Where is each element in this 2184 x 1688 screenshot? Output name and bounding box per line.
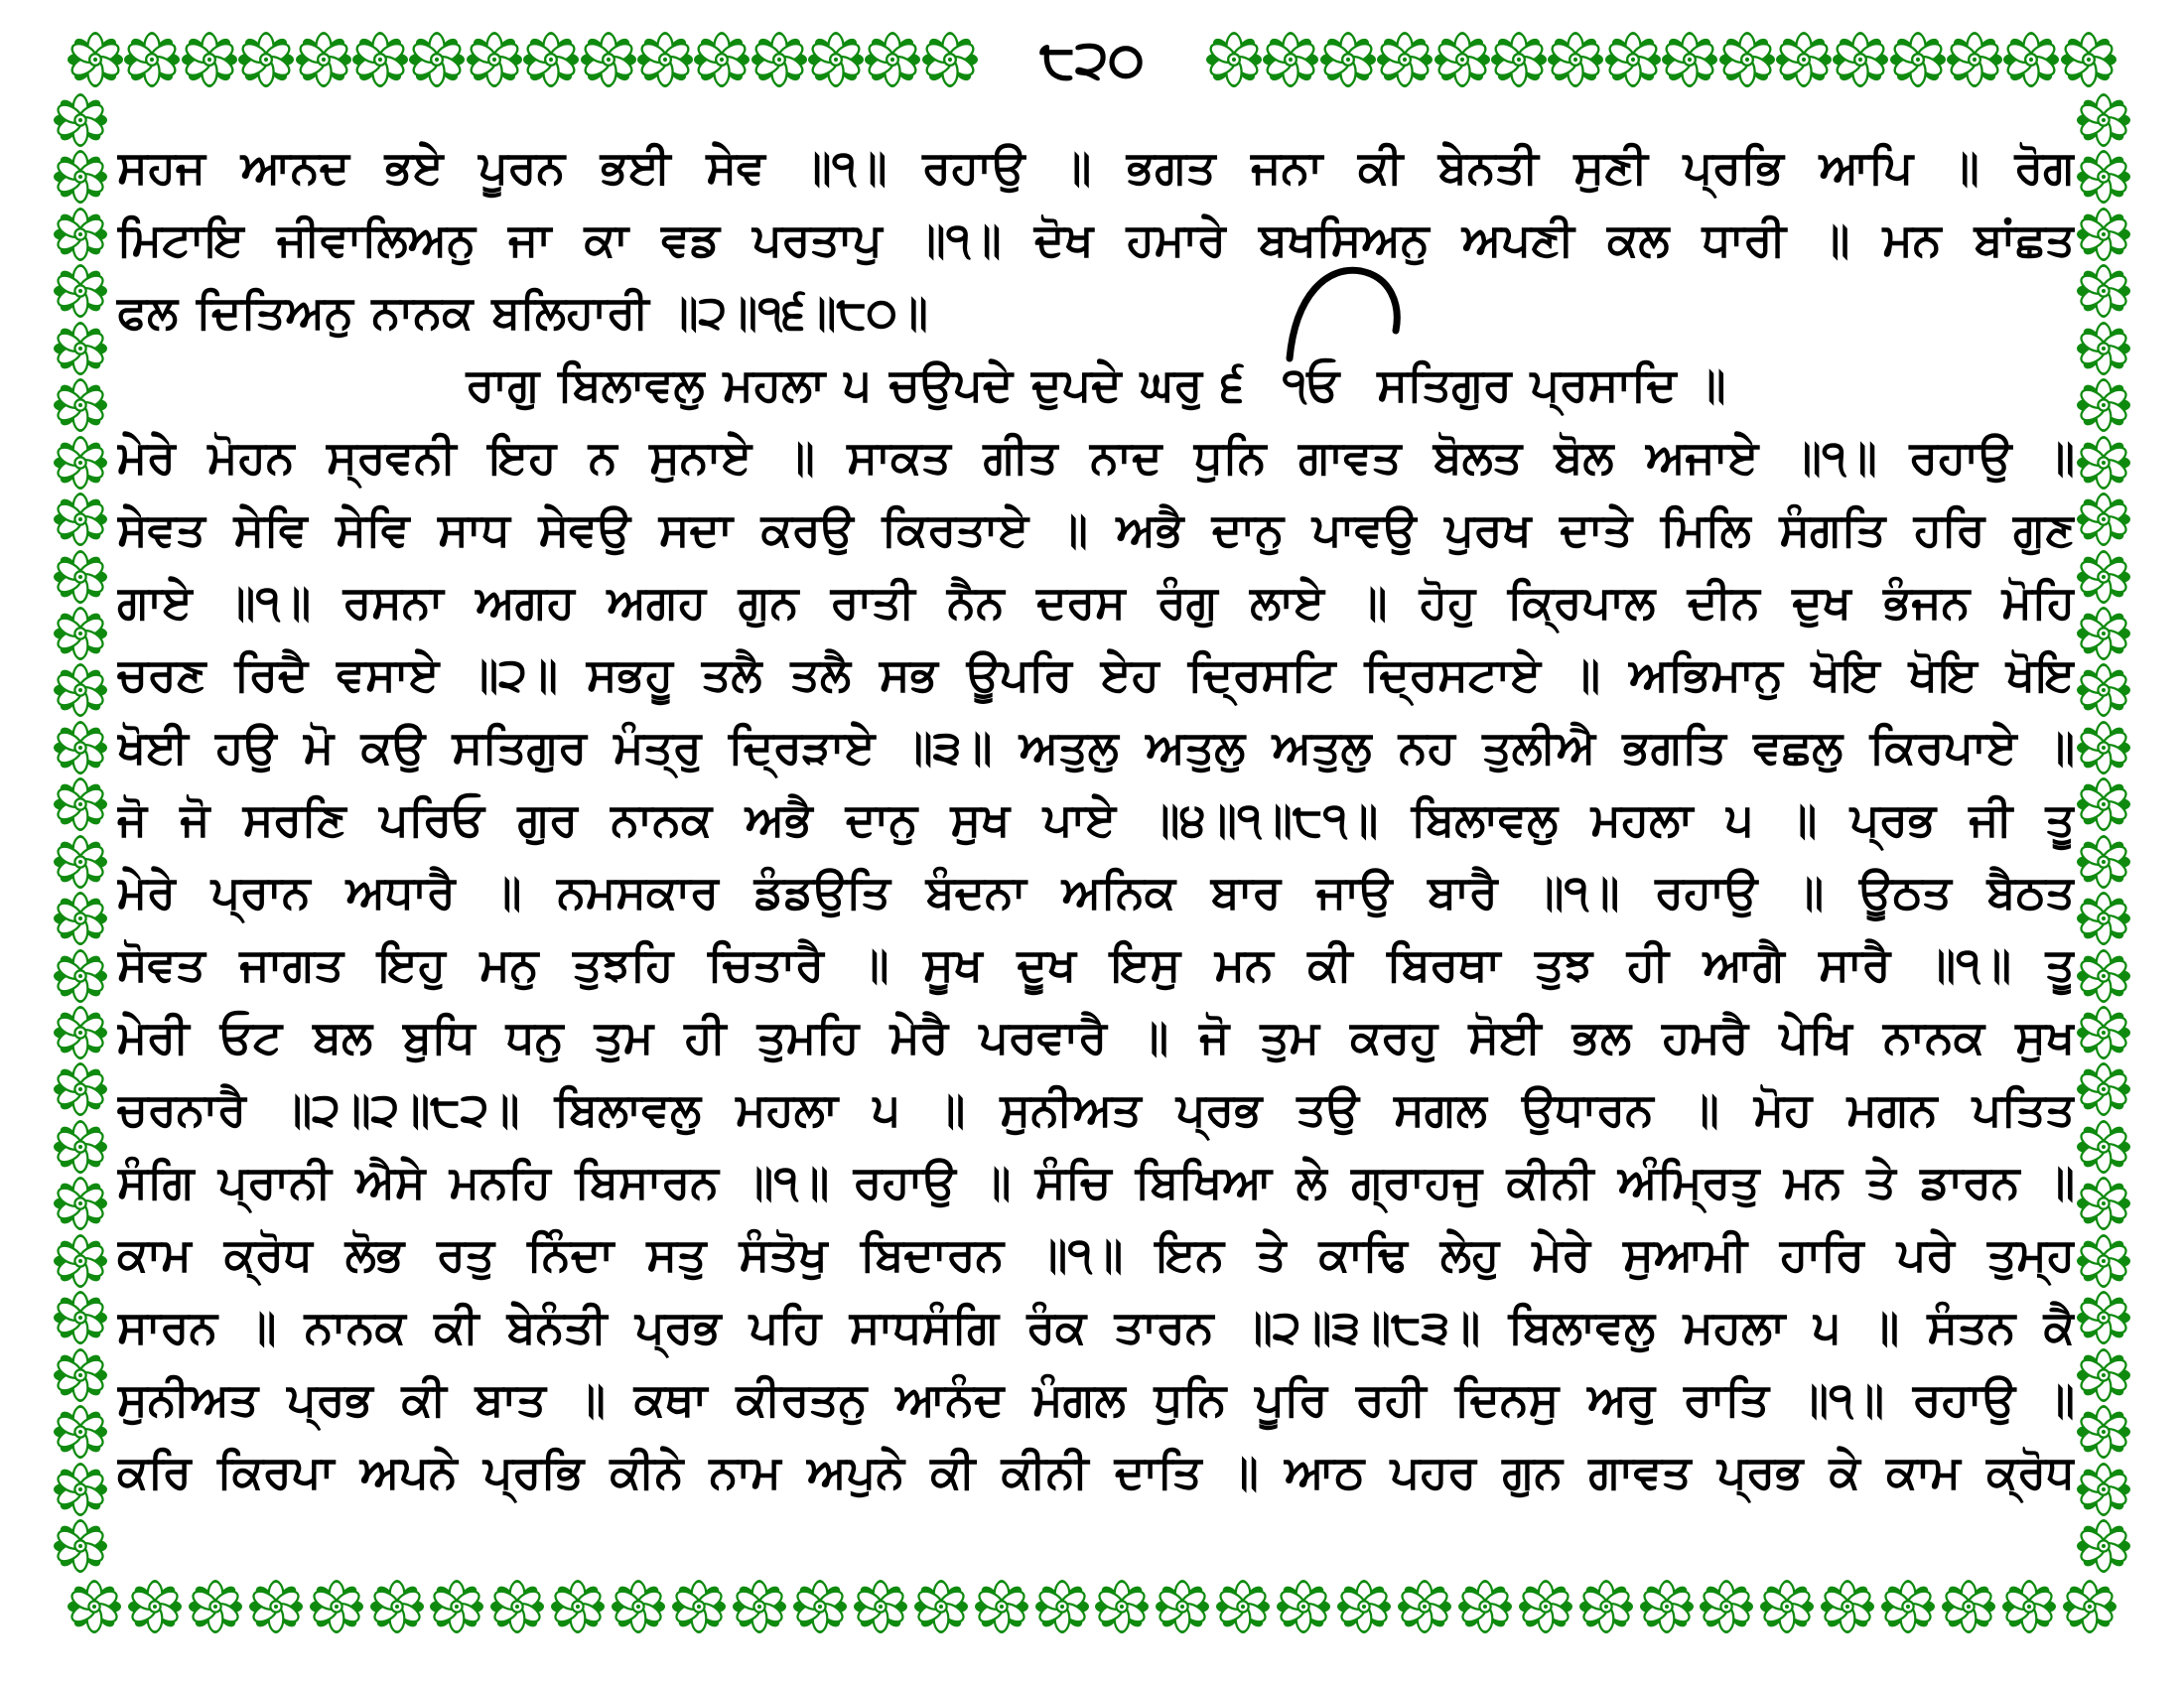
scripture-line: ਮੇਰੇ ਮੋਹਨ ਸ੍ਰਵਨੀ ਇਹ ਨ ਸੁਨਾਏ ॥ ਸਾਕਤ ਗੀਤ ਨਾਦ ਧੁਨਿ ਗਾਵਤ ਬੋਲਤ ਬੋਲ ਅਜਾਏ ॥੧॥ ਰਹਾਉ ॥	[117, 431, 2075, 483]
flower-ornament-icon	[2077, 550, 2130, 604]
flower-ornament-icon	[54, 93, 107, 147]
scripture-line: ਫਲ ਦਿਤਿਅਨੁ ਨਾਨਕ ਬਲਿਹਾਰੀ ॥੨॥੧੬॥੮੦॥	[117, 286, 928, 338]
flower-ornament-icon	[612, 1580, 665, 1633]
top-border-right-flowers	[1206, 30, 2116, 89]
flower-ornament-icon	[54, 1006, 107, 1059]
flower-ornament-icon	[54, 1234, 107, 1288]
flower-ornament-icon	[1833, 32, 1888, 87]
flower-ornament-icon	[1035, 1580, 1089, 1633]
flower-ornament-icon	[1216, 1580, 1270, 1633]
flower-ornament-icon	[2077, 1348, 2130, 1402]
flower-ornament-icon	[2077, 322, 2130, 375]
flower-ornament-icon	[370, 1580, 424, 1633]
scripture-line: ਗਾਏ ॥੧॥ ਰਸਨਾ ਅਗਹ ਅਗਹ ਗੁਨ ਰਾਤੀ ਨੈਨ ਦਰਸ ਰੰਗੁ ਲਾਏ ॥ ਹੋਹੁ ਕ੍ਰਿਪਾਲ ਦੀਨ ਦੁਖ ਭੰਜਨ ਮੋਹਿ	[117, 576, 2075, 628]
flower-ornament-icon	[793, 1580, 847, 1633]
scripture-line: ਸਹਜ ਆਨਦ ਭਏ ਪੂਰਨ ਭਈ ਸੇਵ ॥੧॥ ਰਹਾਉ ॥ ਭਗਤ ਜਨਾ ਕੀ ਬੇਨਤੀ ਸੁਣੀ ਪ੍ਰਭਿ ਆਪਿ ॥ ਰੋਗ	[117, 141, 2075, 193]
flower-ornament-icon	[54, 492, 107, 546]
flower-ornament-icon	[2077, 1120, 2130, 1174]
flower-ornament-icon	[54, 1120, 107, 1174]
flower-ornament-icon	[54, 1519, 107, 1573]
flower-ornament-icon	[1337, 1580, 1391, 1633]
flower-ornament-icon	[54, 949, 107, 1003]
flower-ornament-icon	[54, 264, 107, 318]
flower-ornament-icon	[1942, 1580, 1995, 1633]
flower-ornament-icon	[2077, 835, 2130, 889]
scripture-line: ਸੁਨੀਅਤ ਪ੍ਰਭ ਕੀ ਬਾਤ ॥ ਕਥਾ ਕੀਰਤਨੁ ਆਨੰਦ ਮੰਗਲ ਧੁਨਿ ਪੂਰਿ ਰਹੀ ਦਿਨਸੁ ਅਰੁ ਰਾਤਿ ॥੧॥ ਰਹਾਉ ॥	[117, 1373, 2075, 1425]
flower-ornament-icon	[124, 32, 180, 87]
scripture-line: ਸੇਵਤ ਸੇਵਿ ਸੇਵਿ ਸਾਧ ਸੇਵਉ ਸਦਾ ਕਰਉ ਕਿਰਤਾਏ ॥ ਅਭੈ ਦਾਨੁ ਪਾਵਉ ਪੁਰਖ ਦਾਤੇ ਮਿਲਿ ਸੰਗਤਿ ਹਰਿ ਗੁਣ	[117, 503, 2075, 555]
flower-ornament-icon	[1579, 1580, 1633, 1633]
flower-ornament-icon	[238, 32, 294, 87]
flower-ornament-icon	[1263, 32, 1318, 87]
flower-ornament-icon	[54, 1291, 107, 1344]
flower-ornament-icon	[1719, 32, 1775, 87]
flower-ornament-icon	[54, 322, 107, 375]
flower-ornament-icon	[1398, 1580, 1451, 1633]
right-border	[2075, 93, 2132, 1573]
flower-ornament-icon	[54, 777, 107, 831]
flower-ornament-icon	[1700, 1580, 1753, 1633]
flower-ornament-icon	[694, 32, 750, 87]
flower-ornament-icon	[1640, 1580, 1694, 1633]
flower-ornament-icon	[54, 150, 107, 204]
flower-ornament-icon	[490, 1580, 544, 1633]
flower-ornament-icon	[922, 32, 978, 87]
flower-ornament-icon	[2077, 1405, 2130, 1459]
scripture-line: ਜੋ ਜੋ ਸਰਣਿ ਪਰਿਓ ਗੁਰ ਨਾਨਕ ਅਭੈ ਦਾਨੁ ਸੁਖ ਪਾਏ ॥੪॥੧॥੮੧॥ ਬਿਲਾਵਲੁ ਮਹਲਾ ੫ ॥ ਪ੍ਰਭ ਜੀ ਤੂ	[117, 793, 2075, 845]
flower-ornament-icon	[54, 1177, 107, 1230]
flower-ornament-icon	[1821, 1580, 1874, 1633]
flower-ornament-icon	[523, 32, 579, 87]
flower-ornament-icon	[1760, 1580, 1814, 1633]
flower-ornament-icon	[128, 1580, 182, 1633]
flower-ornament-icon	[310, 1580, 363, 1633]
scripture-line: ਮੇਰੀ ਓਟ ਬਲ ਬੁਧਿ ਧਨੁ ਤੁਮ ਹੀ ਤੁਮਹਿ ਮੇਰੈ ਪਰਵਾਰੈ ॥ ਜੋ ਤੁਮ ਕਰਹੁ ਸੋਈ ਭਲ ਹਮਰੈ ਪੇਖਿ ਨਾਨਕ ਸੁਖ	[117, 1011, 2075, 1062]
verse-lines-bottom	[117, 421, 2075, 1508]
flower-ornament-icon	[1156, 1580, 1209, 1633]
flower-ornament-icon	[1277, 1580, 1330, 1633]
flower-ornament-icon	[1519, 1580, 1572, 1633]
flower-ornament-icon	[68, 1580, 121, 1633]
flower-ornament-icon	[2077, 949, 2130, 1003]
verse-lines-top	[117, 131, 2075, 349]
scripture-line: ਖੋਈ ਹਉ ਮੋ ਕਉ ਸਤਿਗੁਰ ਮੰਤ੍ਰੁ ਦ੍ਰਿੜਾਏ ॥੩॥ ਅਤੁਲੁ ਅਤੁਲੁ ਅਤੁਲੁ ਨਹ ਤੁਲੀਐ ਭਗਤਿ ਵਛਲੁ ਕਿਰਪਾਏ ॥	[117, 721, 2075, 773]
flower-ornament-icon	[2077, 1062, 2130, 1116]
scripture-line: ਚਰਨਾਰੈ ॥੨॥੨॥੮੨॥ ਬਿਲਾਵਲੁ ਮਹਲਾ ੫ ॥ ਸੁਨੀਅਤ ਪ੍ਰਭ ਤਉ ਸਗਲ ਉਧਾਰਨ ॥ ਮੋਹ ਮਗਨ ਪਤਿਤ	[117, 1083, 2075, 1135]
flower-ornament-icon	[1491, 32, 1547, 87]
flower-ornament-icon	[637, 32, 693, 87]
ik-onkar-symbol	[1282, 349, 1339, 421]
flower-ornament-icon	[2077, 492, 2130, 546]
flower-ornament-icon	[54, 1348, 107, 1402]
flower-ornament-icon	[54, 378, 107, 432]
flower-ornament-icon	[54, 835, 107, 889]
flower-ornament-icon	[409, 32, 465, 87]
flower-ornament-icon	[1776, 32, 1832, 87]
flower-ornament-icon	[2077, 436, 2130, 490]
flower-ornament-icon	[2077, 1519, 2130, 1573]
flower-ornament-icon	[1662, 32, 1717, 87]
flower-ornament-icon	[2077, 1291, 2130, 1344]
top-border-left-flowers	[68, 30, 978, 89]
flower-ornament-icon	[1890, 32, 1946, 87]
flower-ornament-icon	[808, 32, 864, 87]
flower-ornament-icon	[2077, 607, 2130, 660]
flower-ornament-icon	[2077, 378, 2130, 432]
flower-ornament-icon	[54, 663, 107, 717]
top-border	[68, 28, 2116, 91]
flower-ornament-icon	[1605, 32, 1661, 87]
scripture-line: ਚਰਣ ਰਿਦੈ ਵਸਾਏ ॥੨॥ ਸਭਹੂ ਤਲੈ ਤਲੈ ਸਭ ਊਪਰਿ ਏਹ ਦ੍ਰਿਸਟਿ ਦ੍ਰਿਸਟਾਏ ॥ ਅਭਿਮਾਨੁ ਖੋਇ ਖੋਇ ਖੋਇ	[117, 648, 2075, 700]
raag-title: ਰਾਗੁ ਬਿਲਾਵਲੁ ਮਹਲਾ ੫ ਚਉਪਦੇ ਦੁਪਦੇ ਘਰੁ ੬	[466, 358, 1245, 410]
flower-ornament-icon	[975, 1580, 1028, 1633]
flower-ornament-icon	[1206, 32, 1262, 87]
scripture-line: ਸਾਰਨ ॥ ਨਾਨਕ ਕੀ ਬੇਨੰਤੀ ਪ੍ਰਭ ਪਹਿ ਸਾਧਸੰਗਿ ਰੰਕ ਤਾਰਨ ॥੨॥੩॥੮੩॥ ਬਿਲਾਵਲੁ ਮਹਲਾ ੫ ॥ ਸੰਤਨ ਕੈ	[117, 1301, 2075, 1352]
flower-ornament-icon	[2077, 93, 2130, 147]
flower-ornament-icon	[296, 32, 351, 87]
flower-ornament-icon	[430, 1580, 483, 1633]
flower-ornament-icon	[1548, 32, 1603, 87]
flower-ornament-icon	[672, 1580, 726, 1633]
flower-ornament-icon	[914, 1580, 968, 1633]
flower-ornament-icon	[1434, 32, 1490, 87]
scripture-line: ਮਿਟਾਇ ਜੀਵਾਲਿਅਨੁ ਜਾ ਕਾ ਵਡ ਪਰਤਾਪੁ ॥੧॥ ਦੋਖ ਹਮਾਰੇ ਬਖਸਿਅਨੁ ਅਪਣੀ ਕਲ ਧਾਰੀ ॥ ਮਨ ਬਾਂਛਤ	[117, 213, 2075, 265]
flower-ornament-icon	[2061, 32, 2116, 87]
flower-ornament-icon	[2077, 264, 2130, 318]
flower-ornament-icon	[2002, 1580, 2056, 1633]
scripture-text	[117, 131, 2075, 1508]
scripture-line: ਸੰਗਿ ਪ੍ਰਾਨੀ ਐਸੇ ਮਨਹਿ ਬਿਸਾਰਨ ॥੧॥ ਰਹਾਉ ॥ ਸੰਚਿ ਬਿਖਿਆ ਲੇ ਗ੍ਰਾਹਜੁ ਕੀਨੀ ਅੰਮ੍ਰਿਤੁ ਮਨ ਤੇ ਡਾਰਨ ॥	[117, 1156, 2075, 1207]
flower-ornament-icon	[1377, 32, 1433, 87]
flower-ornament-icon	[2077, 1177, 2130, 1230]
flower-ornament-icon	[2077, 1463, 2130, 1516]
bottom-border	[68, 1577, 2116, 1636]
flower-ornament-icon	[1881, 1580, 1935, 1633]
scripture-line: ਕਾਮ ਕ੍ਰੋਧ ਲੋਭ ਰਤੁ ਨਿੰਦਾ ਸਤੁ ਸੰਤੋਖੁ ਬਿਦਾਰਨ ॥੧॥ ਇਨ ਤੇ ਕਾਢਿ ਲੇਹੁ ਮੇਰੇ ਸੁਆਮੀ ਹਾਰਿ ਪਰੇ ਤੁਮ੍ਹ	[117, 1228, 2075, 1280]
page-number: ੮੨੦	[1039, 30, 1145, 89]
flower-ornament-icon	[1320, 32, 1376, 87]
flower-ornament-icon	[54, 436, 107, 490]
flower-ornament-icon	[54, 721, 107, 774]
flower-ornament-icon	[2077, 1006, 2130, 1059]
flower-ornament-icon	[68, 32, 123, 87]
flower-ornament-icon	[854, 1580, 907, 1633]
flower-ornament-icon	[1458, 1580, 1512, 1633]
ik-onkar-glyph: ੧ਓ	[1282, 358, 1340, 410]
scripture-line: ਕਰਿ ਕਿਰਪਾ ਅਪਨੇ ਪ੍ਰਭਿ ਕੀਨੇ ਨਾਮ ਅਪੁਨੇ ਕੀ ਕੀਨੀ ਦਾਤਿ ॥ ਆਠ ਪਹਰ ਗੁਨ ਗਾਵਤ ਪ੍ਰਭ ਕੇ ਕਾਮ ਕ੍ਰੋਧ	[117, 1446, 2075, 1497]
flower-ornament-icon	[2077, 150, 2130, 204]
flower-ornament-icon	[1947, 32, 2002, 87]
flower-ornament-icon	[352, 32, 408, 87]
flower-ornament-icon	[2077, 663, 2130, 717]
flower-ornament-icon	[2077, 892, 2130, 945]
scripture-line: ਸੋਵਤ ਜਾਗਤ ਇਹੁ ਮਨੁ ਤੁਝਹਿ ਚਿਤਾਰੈ ॥ ਸੂਖ ਦੂਖ ਇਸੁ ਮਨ ਕੀ ਬਿਰਥਾ ਤੁਝ ਹੀ ਆਗੈ ਸਾਰੈ ॥੧॥ ਤੂ	[117, 938, 2075, 990]
flower-ornament-icon	[2077, 208, 2130, 261]
scripture-line: ਮੇਰੇ ਪ੍ਰਾਨ ਅਧਾਰੈ ॥ ਨਮਸਕਾਰ ਡੰਡਉਤਿ ਬੰਦਨਾ ਅਨਿਕ ਬਾਰ ਜਾਉ ਬਾਰੈ ॥੧॥ ਰਹਾਉ ॥ ਊਠਤ ਬੈਠਤ	[117, 866, 2075, 917]
flower-ornament-icon	[54, 1463, 107, 1516]
flower-ornament-icon	[581, 32, 636, 87]
flower-ornament-icon	[54, 607, 107, 660]
flower-ornament-icon	[54, 1062, 107, 1116]
flower-ornament-icon	[2077, 721, 2130, 774]
flower-ornament-icon	[865, 32, 920, 87]
flower-ornament-icon	[54, 892, 107, 945]
shabad-title-line	[117, 349, 2075, 421]
flower-ornament-icon	[182, 32, 237, 87]
flower-ornament-icon	[249, 1580, 303, 1633]
mangalacharan: ਸਤਿਗੁਰ ਪ੍ਰਸਾਦਿ ॥	[1377, 358, 1726, 410]
flower-ornament-icon	[2077, 1234, 2130, 1288]
flower-ornament-icon	[551, 1580, 605, 1633]
flower-ornament-icon	[1095, 1580, 1149, 1633]
left-border	[52, 93, 109, 1573]
flower-ornament-icon	[54, 1405, 107, 1459]
flower-ornament-icon	[751, 32, 807, 87]
flower-ornament-icon	[733, 1580, 786, 1633]
flower-ornament-icon	[54, 208, 107, 261]
flower-ornament-icon	[2077, 777, 2130, 831]
flower-ornament-icon	[2063, 1580, 2116, 1633]
flower-ornament-icon	[467, 32, 522, 87]
flower-ornament-icon	[189, 1580, 242, 1633]
flower-ornament-icon	[54, 550, 107, 604]
flower-ornament-icon	[2003, 32, 2059, 87]
